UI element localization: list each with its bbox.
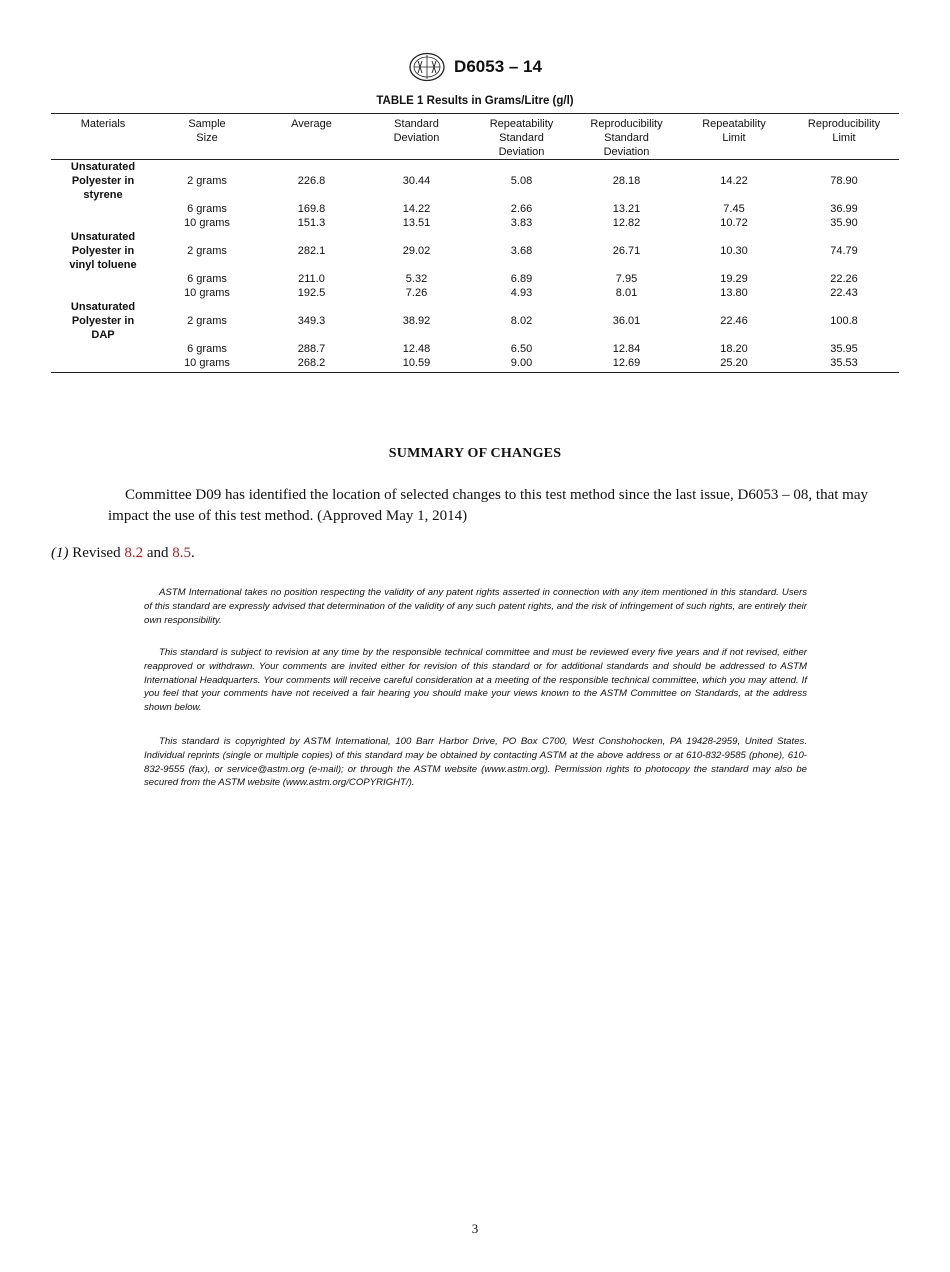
column-header	[259, 114, 364, 160]
column-header-line: Size	[196, 132, 218, 144]
summary-item-and: and	[146, 545, 169, 561]
table-row	[51, 230, 899, 272]
table-row	[51, 202, 899, 216]
table-cell: 211.0	[298, 273, 325, 285]
column-header-line: Limit	[722, 132, 746, 144]
column-header-line: Reproducibility	[807, 118, 881, 130]
table-cell: 78.90	[830, 175, 858, 187]
table-cell: 28.18	[612, 175, 641, 187]
table-cell: 26.71	[612, 245, 641, 257]
table-cell: 10.72	[720, 217, 748, 229]
page-number: 3	[471, 1221, 479, 1236]
material-name-line: styrene	[83, 189, 123, 201]
table-cell: 8.01	[615, 287, 638, 299]
table-cell: 100.8	[830, 315, 858, 327]
table-row	[51, 216, 899, 230]
column-header-line: Materials	[80, 118, 126, 130]
table-row	[51, 356, 899, 373]
column-header	[789, 114, 899, 160]
table-cell: 2 grams	[187, 175, 227, 187]
material-name-line: Unsaturated	[70, 161, 136, 173]
table-cell: 3.68	[510, 245, 533, 257]
table-cell: 8.02	[510, 315, 533, 327]
column-header	[155, 114, 259, 160]
table-cell: 30.44	[402, 175, 431, 187]
table-cell: 13.21	[612, 203, 641, 215]
summary-title: SUMMARY OF CHANGES	[388, 446, 562, 461]
table-cell: 6.89	[510, 273, 533, 285]
table-cell: 3.83	[510, 217, 533, 229]
table-cell: 2 grams	[187, 315, 227, 327]
table-cell: 6 grams	[187, 203, 227, 215]
table-cell: 349.3	[297, 315, 326, 327]
column-header-line: Limit	[832, 132, 856, 144]
material-name-line: DAP	[91, 329, 115, 341]
table-cell: 6 grams	[187, 273, 227, 285]
table-cell: 35.53	[830, 357, 858, 369]
column-header-line: Standard	[604, 132, 649, 144]
table-cell: 6 grams	[187, 343, 227, 355]
summary-item-end: .	[191, 545, 195, 561]
material-cell	[51, 272, 155, 286]
table-cell: 36.01	[612, 315, 641, 327]
table-cell: 19.29	[720, 273, 748, 285]
column-header-line: Standard	[394, 118, 439, 130]
material-cell	[51, 286, 155, 300]
table-cell: 226.8	[297, 175, 326, 187]
table-cell: 12.82	[612, 217, 641, 229]
table-row	[51, 300, 899, 342]
table-row	[51, 272, 899, 286]
table-cell: 18.20	[720, 343, 748, 355]
table-row	[51, 160, 899, 203]
table-cell: 12.48	[402, 343, 431, 355]
table-cell: 10.30	[720, 245, 748, 257]
material-cell	[51, 202, 155, 216]
table-cell: 38.92	[402, 315, 431, 327]
table-cell: 9.00	[510, 357, 533, 369]
column-header	[364, 114, 469, 160]
table-cell: 192.5	[297, 287, 326, 299]
material-cell	[51, 230, 155, 272]
column-header-line: Average	[291, 118, 332, 130]
table-body	[51, 160, 899, 373]
table-cell: 2.66	[510, 203, 533, 215]
table-cell: 22.46	[720, 315, 748, 327]
page-header	[0, 52, 950, 82]
table-cell: 2 grams	[187, 245, 227, 257]
material-cell	[51, 160, 155, 203]
summary-body: Committee D09 has identified the location of selected changes to this test method since the last issue, D6053 – 08, that may impact the use of this test method. (Approved May 1, 2014)	[108, 487, 868, 524]
table-cell: 12.84	[612, 343, 641, 355]
table-cell: 268.2	[297, 357, 326, 369]
patent-notice: ASTM International takes no position respecting the validity of any patent rights asserted in connection with any item mentioned in this standard. Users of this standard are expressly advised that determination of the validity of any such patent rights, and the risk of infringement of such rights, are entirely their own responsibility.	[144, 587, 807, 626]
summary-item-text: Revised	[72, 545, 121, 561]
table-title: TABLE 1 Results in Grams/Litre (g/l)	[376, 95, 574, 107]
column-header-line: Deviation	[393, 132, 440, 144]
table-cell: 169.8	[297, 203, 326, 215]
section-link-8-2[interactable]: 8.2	[124, 545, 144, 561]
table-cell: 22.26	[830, 273, 858, 285]
table-cell: 29.02	[402, 245, 431, 257]
column-header-line: Repeatability	[489, 118, 554, 130]
column-header-line: Deviation	[603, 146, 650, 158]
table-row	[51, 286, 899, 300]
material-cell	[51, 300, 155, 342]
table-cell: 5.32	[405, 273, 428, 285]
table-cell: 4.93	[510, 287, 533, 299]
astm-logo-icon	[408, 52, 446, 82]
material-cell	[51, 356, 155, 373]
material-cell	[51, 216, 155, 230]
column-header-line: Reproducibility	[590, 118, 663, 130]
revision-notice: This standard is subject to revision at any time by the responsible technical committee and must be reviewed every five years and if not revised, either reapproved or withdrawn. Your comments are invited either for revision of this standard or for additional standards and should be addressed to ASTM International Headquarters. Your comments will receive careful consideration at a meeting of the responsible technical committee, which you may attend. If you feel that your comments have not received a fair hearing you should make your views known to the ASTM Committee on Standards, at the address shown below.	[144, 647, 807, 714]
column-header-line: Standard	[499, 132, 544, 144]
table-cell: 10.59	[402, 357, 431, 369]
table-cell: 13.80	[720, 287, 748, 299]
column-header	[679, 114, 789, 160]
column-header	[469, 114, 574, 160]
table-row	[51, 342, 899, 356]
material-name-line: Unsaturated	[70, 231, 136, 243]
material-name-line: Polyester in	[71, 315, 135, 327]
summary-item-number: (1)	[51, 545, 69, 561]
table-header-row	[51, 114, 899, 160]
material-cell	[51, 342, 155, 356]
material-name-line: Polyester in	[71, 175, 135, 187]
column-header-line: Repeatability	[702, 118, 766, 130]
table-cell: 22.43	[830, 287, 858, 299]
table-cell: 14.22	[720, 175, 748, 187]
document-designation: D6053 – 14	[454, 57, 542, 76]
table-cell: 74.79	[830, 245, 858, 257]
table-cell: 35.95	[830, 343, 858, 355]
table-cell: 7.45	[723, 203, 745, 215]
table-cell: 14.22	[402, 203, 431, 215]
material-name-line: Polyester in	[71, 245, 135, 257]
table-cell: 12.69	[612, 357, 641, 369]
copyright-notice: This standard is copyrighted by ASTM International, 100 Barr Harbor Drive, PO Box C700, West Conshohocken, PA 19428-2959, United States. Individual reprints (single or multiple copies) of this standard may be obtained by contacting ASTM at the above address or at 610-832-9585 (phone), 610-832-9555 (fax), or service@astm.org (e-mail); or through the ASTM website (www.astm.org). Permission rights to photocopy the standard may also be secured from the ASTM website (www.astm.org/COPYRIGHT/).	[144, 736, 807, 789]
column-header-line: Deviation	[498, 146, 545, 158]
table-cell: 35.90	[830, 217, 858, 229]
material-name-line: Unsaturated	[70, 301, 136, 313]
column-header	[574, 114, 679, 160]
column-header	[51, 114, 155, 160]
table-cell: 10 grams	[184, 357, 230, 369]
results-table	[51, 113, 899, 373]
table-cell: 10 grams	[184, 217, 230, 229]
table-cell: 282.1	[297, 245, 326, 257]
table-cell: 7.95	[615, 273, 638, 285]
table-cell: 151.3	[297, 217, 326, 229]
table-cell: 7.26	[405, 287, 428, 299]
table-cell: 5.08	[510, 175, 533, 187]
material-name-line: vinyl toluene	[69, 259, 137, 271]
column-header-line: Sample	[188, 118, 226, 130]
summary-item	[51, 545, 195, 562]
table-cell: 36.99	[830, 203, 858, 215]
table-cell: 10 grams	[184, 287, 230, 299]
table-cell: 288.7	[297, 343, 326, 355]
table-cell: 25.20	[720, 357, 748, 369]
table-cell: 13.51	[402, 217, 431, 229]
table-cell: 6.50	[510, 343, 533, 355]
section-link-8-5[interactable]: 8.5	[172, 545, 191, 561]
